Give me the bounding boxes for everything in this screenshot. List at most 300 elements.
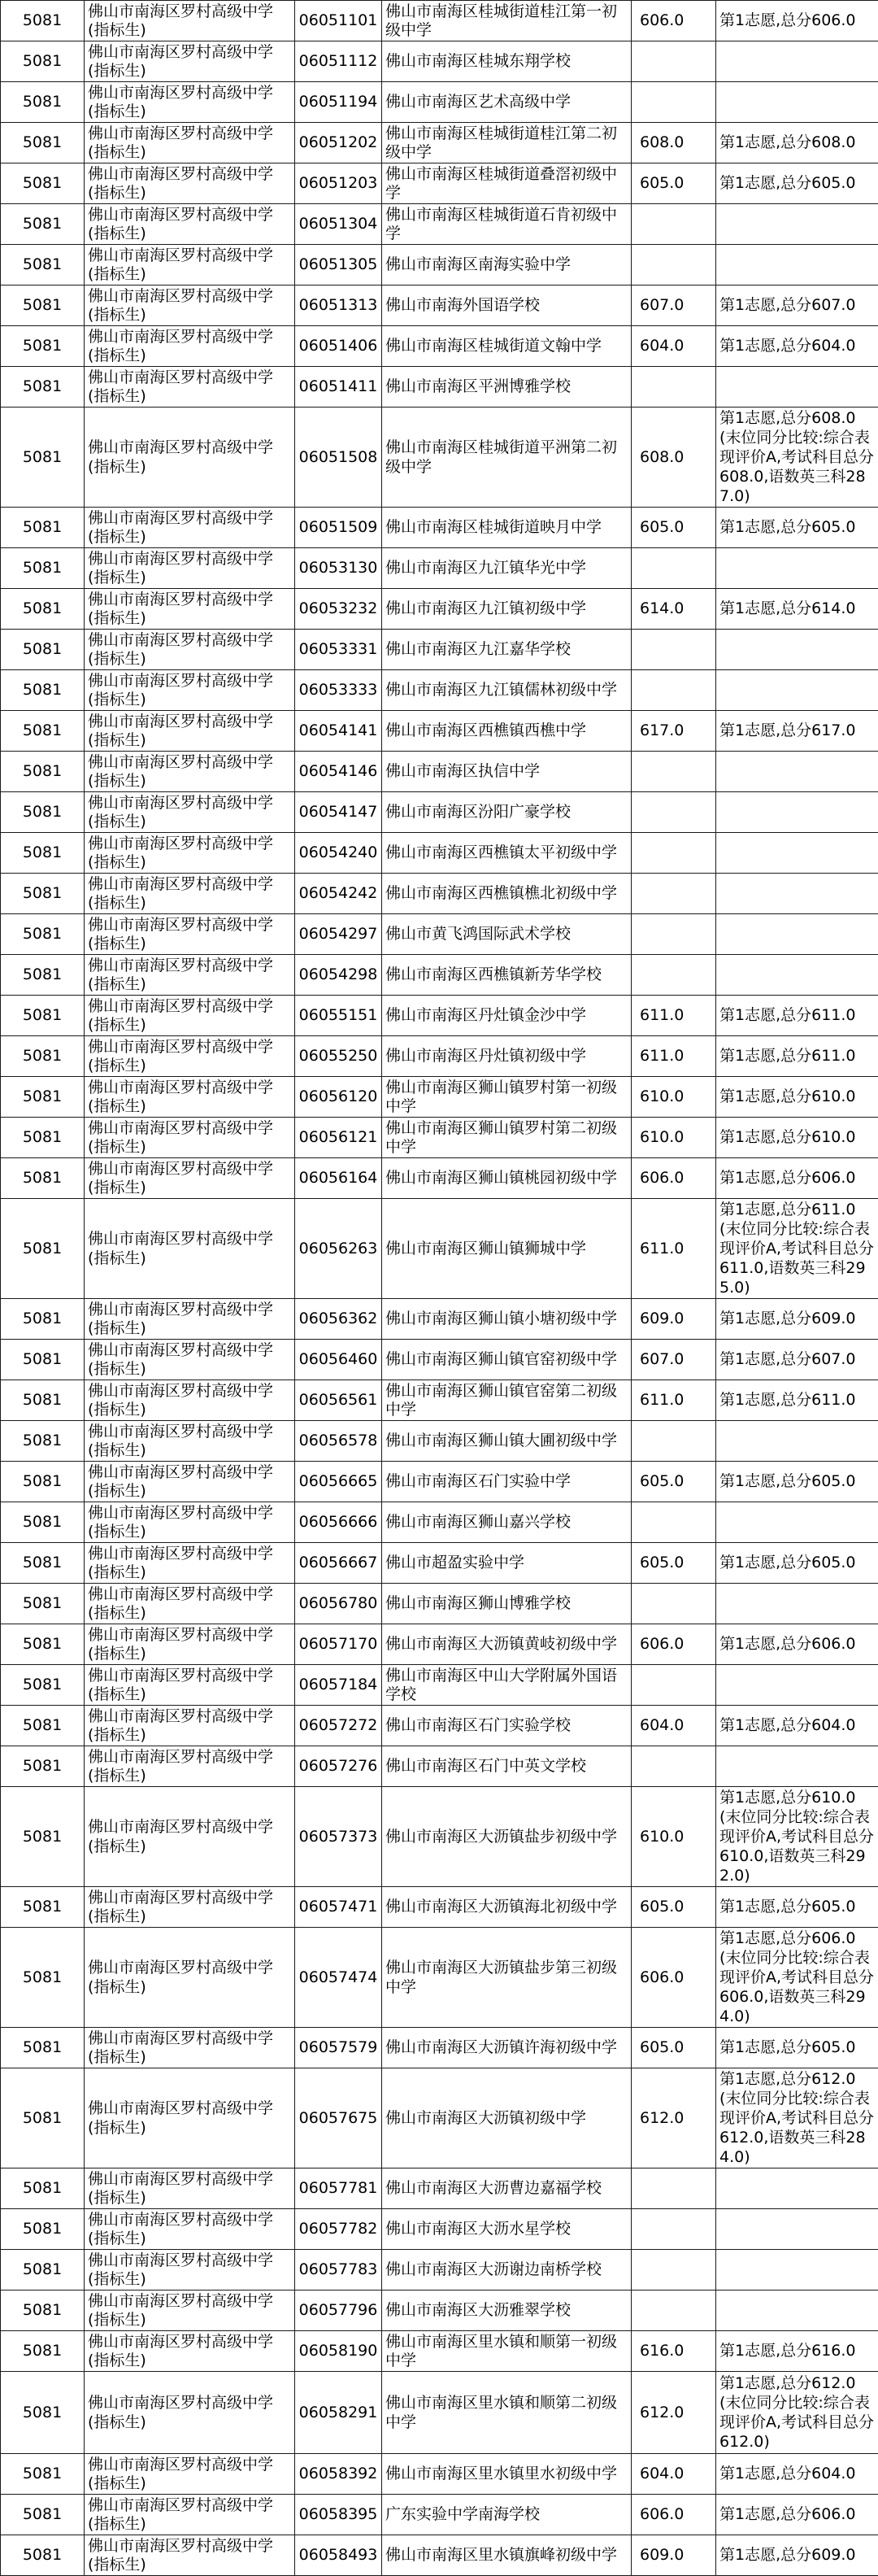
cell-min-score xyxy=(632,2168,716,2209)
cell-school-name: 佛山市南海区罗村高级中学(指标生) xyxy=(85,996,295,1036)
cell-note xyxy=(716,1421,878,1462)
table-row xyxy=(1,1584,878,1624)
cell-school-name: 佛山市南海区罗村高级中学(指标生) xyxy=(85,1584,295,1624)
table-row xyxy=(1,2250,878,2291)
cell-min-score xyxy=(632,874,716,914)
cell-min-score: 605.0 xyxy=(632,1462,716,1502)
cell-school-code: 5081 xyxy=(1,408,85,508)
cell-note: 第1志愿,总分610.0 xyxy=(716,1118,878,1158)
table-row xyxy=(1,914,878,955)
cell-school-name: 佛山市南海区罗村高级中学(指标生) xyxy=(85,204,295,245)
table-row xyxy=(1,408,878,508)
cell-school-name: 佛山市南海区罗村高级中学(指标生) xyxy=(85,833,295,874)
table-row xyxy=(1,711,878,752)
cell-middle-school-name: 佛山市南海区狮山镇大圃初级中学 xyxy=(382,1421,632,1462)
table-row xyxy=(1,1158,878,1199)
cell-note: 第1志愿,总分605.0 xyxy=(716,2028,878,2068)
cell-school-name: 佛山市南海区罗村高级中学(指标生) xyxy=(85,285,295,326)
cell-school-code: 5081 xyxy=(1,1421,85,1462)
cell-school-code: 5081 xyxy=(1,367,85,408)
cell-school-code: 5081 xyxy=(1,1706,85,1746)
cell-school-name: 佛山市南海区罗村高级中学(指标生) xyxy=(85,752,295,792)
cell-school-code: 5081 xyxy=(1,1380,85,1421)
cell-middle-school-name: 佛山市南海区大沥雅翠学校 xyxy=(382,2291,632,2331)
cell-middle-school-name: 佛山市南海区艺术高级中学 xyxy=(382,82,632,123)
cell-school-code: 5081 xyxy=(1,1502,85,1543)
cell-middle-school-name: 佛山市南海区狮山镇狮城中学 xyxy=(382,1199,632,1299)
cell-note: 第1志愿,总分610.0 xyxy=(716,1077,878,1118)
table-row xyxy=(1,670,878,711)
table-row xyxy=(1,1199,878,1299)
cell-school-name: 佛山市南海区罗村高级中学(指标生) xyxy=(85,1787,295,1887)
cell-school-name: 佛山市南海区罗村高级中学(指标生) xyxy=(85,548,295,589)
cell-school-code: 5081 xyxy=(1,41,85,82)
cell-middle-school-name: 佛山市南海区狮山博雅学校 xyxy=(382,1584,632,1624)
cell-note xyxy=(716,1584,878,1624)
cell-middle-school-name: 佛山市南海区西樵镇樵北初级中学 xyxy=(382,874,632,914)
table-row xyxy=(1,2331,878,2372)
cell-middle-school-code: 06056460 xyxy=(295,1340,382,1380)
table-row xyxy=(1,1077,878,1118)
cell-school-code: 5081 xyxy=(1,1462,85,1502)
cell-school-code: 5081 xyxy=(1,670,85,711)
cell-school-code: 5081 xyxy=(1,955,85,996)
cell-school-code: 5081 xyxy=(1,2454,85,2495)
cell-school-name: 佛山市南海区罗村高级中学(指标生) xyxy=(85,1,295,41)
cell-school-name: 佛山市南海区罗村高级中学(指标生) xyxy=(85,2250,295,2291)
cell-middle-school-name: 佛山市南海区大沥镇初级中学 xyxy=(382,2068,632,2168)
cell-min-score xyxy=(632,833,716,874)
cell-school-code: 5081 xyxy=(1,1746,85,1787)
table-row xyxy=(1,123,878,163)
table-row xyxy=(1,1340,878,1380)
cell-school-name: 佛山市南海区罗村高级中学(指标生) xyxy=(85,508,295,548)
cell-middle-school-name: 佛山市南海区桂城街道桂江第一初级中学 xyxy=(382,1,632,41)
cell-min-score: 610.0 xyxy=(632,1787,716,1887)
table-row xyxy=(1,508,878,548)
cell-middle-school-code: 06051406 xyxy=(295,326,382,367)
cell-middle-school-code: 06056263 xyxy=(295,1199,382,1299)
table-row xyxy=(1,1036,878,1077)
cell-middle-school-code: 06051194 xyxy=(295,82,382,123)
cell-min-score: 617.0 xyxy=(632,711,716,752)
cell-min-score xyxy=(632,41,716,82)
cell-min-score: 607.0 xyxy=(632,1340,716,1380)
cell-school-name: 佛山市南海区罗村高级中学(指标生) xyxy=(85,1928,295,2028)
cell-school-code: 5081 xyxy=(1,508,85,548)
cell-school-name: 佛山市南海区罗村高级中学(指标生) xyxy=(85,245,295,285)
cell-middle-school-code: 06051509 xyxy=(295,508,382,548)
cell-note: 第1志愿,总分605.0 xyxy=(716,508,878,548)
cell-middle-school-code: 06058493 xyxy=(295,2535,382,2576)
cell-school-name: 佛山市南海区罗村高级中学(指标生) xyxy=(85,326,295,367)
cell-min-score: 605.0 xyxy=(632,508,716,548)
cell-school-code: 5081 xyxy=(1,1928,85,2028)
cell-middle-school-name: 佛山市南海区九江镇儒林初级中学 xyxy=(382,670,632,711)
cell-middle-school-name: 佛山市南海区中山大学附属外国语学校 xyxy=(382,1665,632,1706)
cell-middle-school-code: 06056665 xyxy=(295,1462,382,1502)
cell-school-code: 5081 xyxy=(1,245,85,285)
cell-school-name: 佛山市南海区罗村高级中学(指标生) xyxy=(85,367,295,408)
cell-middle-school-code: 06056164 xyxy=(295,1158,382,1199)
cell-school-name: 佛山市南海区罗村高级中学(指标生) xyxy=(85,1036,295,1077)
cell-min-score xyxy=(632,2209,716,2250)
cell-middle-school-code: 06053333 xyxy=(295,670,382,711)
cell-school-code: 5081 xyxy=(1,326,85,367)
cell-school-name: 佛山市南海区罗村高级中学(指标生) xyxy=(85,1543,295,1584)
cell-min-score: 611.0 xyxy=(632,1036,716,1077)
cell-middle-school-name: 佛山市南海区西樵镇新芳华学校 xyxy=(382,955,632,996)
cell-middle-school-name: 佛山市南海区大沥镇盐步第三初级中学 xyxy=(382,1928,632,2028)
cell-middle-school-name: 佛山市南海区狮山镇官窑第二初级中学 xyxy=(382,1380,632,1421)
cell-school-code: 5081 xyxy=(1,2068,85,2168)
cell-note: 第1志愿,总分605.0 xyxy=(716,1462,878,1502)
cell-middle-school-code: 06054297 xyxy=(295,914,382,955)
cell-min-score xyxy=(632,367,716,408)
cell-middle-school-code: 06055250 xyxy=(295,1036,382,1077)
cell-school-name: 佛山市南海区罗村高级中学(指标生) xyxy=(85,1706,295,1746)
cell-min-score xyxy=(632,1584,716,1624)
cell-middle-school-name: 广东实验中学南海学校 xyxy=(382,2495,632,2535)
cell-note: 第1志愿,总分606.0 xyxy=(716,2495,878,2535)
cell-school-name: 佛山市南海区罗村高级中学(指标生) xyxy=(85,2168,295,2209)
admission-table-body xyxy=(1,1,878,2576)
cell-school-name: 佛山市南海区罗村高级中学(指标生) xyxy=(85,1624,295,1665)
cell-note xyxy=(716,1746,878,1787)
cell-school-name: 佛山市南海区罗村高级中学(指标生) xyxy=(85,914,295,955)
cell-note xyxy=(716,1502,878,1543)
cell-min-score: 610.0 xyxy=(632,1077,716,1118)
table-row xyxy=(1,2291,878,2331)
cell-middle-school-name: 佛山市南海区桂城街道叠滘初级中学 xyxy=(382,163,632,204)
cell-note xyxy=(716,2209,878,2250)
cell-school-name: 佛山市南海区罗村高级中学(指标生) xyxy=(85,1421,295,1462)
cell-note: 第1志愿,总分607.0 xyxy=(716,285,878,326)
table-row xyxy=(1,1928,878,2028)
cell-middle-school-name: 佛山市南海区丹灶镇初级中学 xyxy=(382,1036,632,1077)
cell-note: 第1志愿,总分611.0 (末位同分比较:综合表现评价A,考试科目总分611.0,语数英三科295.0) xyxy=(716,1199,878,1299)
table-row xyxy=(1,367,878,408)
cell-middle-school-name: 佛山市超盈实验中学 xyxy=(382,1543,632,1584)
cell-note: 第1志愿,总分609.0 xyxy=(716,1299,878,1340)
cell-school-name: 佛山市南海区罗村高级中学(指标生) xyxy=(85,2209,295,2250)
cell-note: 第1志愿,总分616.0 xyxy=(716,2331,878,2372)
table-row xyxy=(1,2209,878,2250)
cell-middle-school-name: 佛山市南海区里水镇旗峰初级中学 xyxy=(382,2535,632,2576)
table-row xyxy=(1,163,878,204)
cell-middle-school-name: 佛山市南海区狮山镇桃园初级中学 xyxy=(382,1158,632,1199)
cell-note: 第1志愿,总分617.0 xyxy=(716,711,878,752)
cell-school-name: 佛山市南海区罗村高级中学(指标生) xyxy=(85,1887,295,1928)
cell-note xyxy=(716,2250,878,2291)
cell-school-code: 5081 xyxy=(1,711,85,752)
cell-middle-school-code: 06056666 xyxy=(295,1502,382,1543)
table-row xyxy=(1,996,878,1036)
cell-school-name: 佛山市南海区罗村高级中学(指标生) xyxy=(85,1665,295,1706)
cell-middle-school-name: 佛山市南海区石门实验学校 xyxy=(382,1706,632,1746)
cell-middle-school-code: 06054141 xyxy=(295,711,382,752)
cell-middle-school-name: 佛山市南海区里水镇和顺第一初级中学 xyxy=(382,2331,632,2372)
cell-note xyxy=(716,41,878,82)
cell-middle-school-code: 06056120 xyxy=(295,1077,382,1118)
cell-school-code: 5081 xyxy=(1,548,85,589)
cell-min-score: 611.0 xyxy=(632,1199,716,1299)
cell-note: 第1志愿,总分611.0 xyxy=(716,996,878,1036)
cell-school-code: 5081 xyxy=(1,204,85,245)
cell-school-code: 5081 xyxy=(1,1624,85,1665)
cell-note: 第1志愿,总分608.0 xyxy=(716,123,878,163)
table-row xyxy=(1,1118,878,1158)
cell-middle-school-name: 佛山市南海区狮山镇罗村第二初级中学 xyxy=(382,1118,632,1158)
cell-school-name: 佛山市南海区罗村高级中学(指标生) xyxy=(85,163,295,204)
cell-middle-school-name: 佛山市南海区九江镇初级中学 xyxy=(382,589,632,630)
table-row xyxy=(1,1746,878,1787)
cell-min-score: 609.0 xyxy=(632,2535,716,2576)
cell-school-code: 5081 xyxy=(1,1036,85,1077)
cell-middle-school-code: 06054240 xyxy=(295,833,382,874)
cell-min-score xyxy=(632,1421,716,1462)
cell-min-score: 604.0 xyxy=(632,2454,716,2495)
cell-middle-school-code: 06057373 xyxy=(295,1787,382,1887)
cell-min-score: 612.0 xyxy=(632,2068,716,2168)
cell-note: 第1志愿,总分612.0 (末位同分比较:综合表现评价A,考试科目总分612.0) xyxy=(716,2372,878,2454)
table-row xyxy=(1,630,878,670)
cell-middle-school-code: 06051203 xyxy=(295,163,382,204)
cell-school-code: 5081 xyxy=(1,2535,85,2576)
cell-note: 第1志愿,总分610.0 (末位同分比较:综合表现评价A,考试科目总分610.0,语数英三科292.0) xyxy=(716,1787,878,1887)
cell-note xyxy=(716,245,878,285)
cell-middle-school-code: 06058395 xyxy=(295,2495,382,2535)
cell-min-score: 605.0 xyxy=(632,1887,716,1928)
cell-note xyxy=(716,2291,878,2331)
table-row xyxy=(1,1543,878,1584)
cell-middle-school-name: 佛山市南海区九江嘉华学校 xyxy=(382,630,632,670)
cell-school-name: 佛山市南海区罗村高级中学(指标生) xyxy=(85,1340,295,1380)
cell-min-score xyxy=(632,752,716,792)
cell-school-code: 5081 xyxy=(1,123,85,163)
cell-note: 第1志愿,总分609.0 xyxy=(716,2535,878,2576)
table-row xyxy=(1,285,878,326)
cell-school-code: 5081 xyxy=(1,1118,85,1158)
cell-note: 第1志愿,总分604.0 xyxy=(716,1706,878,1746)
table-row xyxy=(1,326,878,367)
table-row xyxy=(1,1380,878,1421)
cell-school-name: 佛山市南海区罗村高级中学(指标生) xyxy=(85,1118,295,1158)
cell-school-code: 5081 xyxy=(1,589,85,630)
cell-school-code: 5081 xyxy=(1,752,85,792)
cell-middle-school-code: 06057783 xyxy=(295,2250,382,2291)
cell-min-score xyxy=(632,2250,716,2291)
cell-school-name: 佛山市南海区罗村高级中学(指标生) xyxy=(85,1502,295,1543)
cell-min-score: 605.0 xyxy=(632,163,716,204)
cell-note xyxy=(716,82,878,123)
cell-school-name: 佛山市南海区罗村高级中学(指标生) xyxy=(85,408,295,508)
cell-middle-school-code: 06058190 xyxy=(295,2331,382,2372)
cell-middle-school-code: 06056362 xyxy=(295,1299,382,1340)
cell-min-score xyxy=(632,82,716,123)
cell-min-score: 616.0 xyxy=(632,2331,716,2372)
cell-note: 第1志愿,总分612.0 (末位同分比较:综合表现评价A,考试科目总分612.0,语数英三科284.0) xyxy=(716,2068,878,2168)
cell-school-code: 5081 xyxy=(1,1299,85,1340)
cell-school-code: 5081 xyxy=(1,833,85,874)
table-row xyxy=(1,2535,878,2576)
table-row xyxy=(1,2495,878,2535)
cell-min-score: 604.0 xyxy=(632,326,716,367)
cell-middle-school-code: 06053331 xyxy=(295,630,382,670)
cell-min-score xyxy=(632,792,716,833)
cell-middle-school-code: 06051304 xyxy=(295,204,382,245)
cell-middle-school-name: 佛山市南海区石门中英文学校 xyxy=(382,1746,632,1787)
cell-middle-school-name: 佛山市南海区西樵镇太平初级中学 xyxy=(382,833,632,874)
table-row xyxy=(1,82,878,123)
cell-middle-school-name: 佛山市南海区石门实验中学 xyxy=(382,1462,632,1502)
table-row xyxy=(1,874,878,914)
cell-middle-school-name: 佛山市南海区南海实验中学 xyxy=(382,245,632,285)
cell-note: 第1志愿,总分606.0 xyxy=(716,1624,878,1665)
cell-middle-school-name: 佛山市南海区狮山镇小塘初级中学 xyxy=(382,1299,632,1340)
cell-school-name: 佛山市南海区罗村高级中学(指标生) xyxy=(85,2372,295,2454)
cell-middle-school-name: 佛山市南海区大沥谢边南桥学校 xyxy=(382,2250,632,2291)
cell-middle-school-name: 佛山市南海区大沥镇盐步初级中学 xyxy=(382,1787,632,1887)
cell-note xyxy=(716,367,878,408)
cell-note xyxy=(716,914,878,955)
cell-min-score xyxy=(632,955,716,996)
cell-middle-school-name: 佛山市南海区狮山镇罗村第一初级中学 xyxy=(382,1077,632,1118)
cell-school-code: 5081 xyxy=(1,1887,85,1928)
cell-school-code: 5081 xyxy=(1,2028,85,2068)
table-row xyxy=(1,245,878,285)
cell-min-score: 605.0 xyxy=(632,1543,716,1584)
cell-min-score xyxy=(632,2291,716,2331)
cell-note: 第1志愿,总分611.0 xyxy=(716,1380,878,1421)
cell-note xyxy=(716,752,878,792)
cell-school-code: 5081 xyxy=(1,2250,85,2291)
cell-min-score: 611.0 xyxy=(632,996,716,1036)
cell-middle-school-code: 06057170 xyxy=(295,1624,382,1665)
table-row xyxy=(1,1421,878,1462)
cell-min-score: 614.0 xyxy=(632,589,716,630)
cell-middle-school-code: 06057796 xyxy=(295,2291,382,2331)
cell-middle-school-name: 佛山市南海区桂城街道桂江第二初级中学 xyxy=(382,123,632,163)
cell-min-score: 606.0 xyxy=(632,2495,716,2535)
cell-min-score xyxy=(632,1502,716,1543)
cell-middle-school-name: 佛山市南海外国语学校 xyxy=(382,285,632,326)
cell-middle-school-name: 佛山市南海区西樵镇西樵中学 xyxy=(382,711,632,752)
cell-middle-school-code: 06057782 xyxy=(295,2209,382,2250)
table-row xyxy=(1,1462,878,1502)
cell-school-name: 佛山市南海区罗村高级中学(指标生) xyxy=(85,2495,295,2535)
cell-min-score xyxy=(632,245,716,285)
cell-middle-school-name: 佛山市南海区桂城东翔学校 xyxy=(382,41,632,82)
cell-school-code: 5081 xyxy=(1,163,85,204)
cell-note xyxy=(716,548,878,589)
cell-school-name: 佛山市南海区罗村高级中学(指标生) xyxy=(85,630,295,670)
table-row xyxy=(1,1299,878,1340)
cell-middle-school-name: 佛山市南海区大沥曹边嘉福学校 xyxy=(382,2168,632,2209)
cell-note: 第1志愿,总分605.0 xyxy=(716,1543,878,1584)
cell-school-name: 佛山市南海区罗村高级中学(指标生) xyxy=(85,1199,295,1299)
cell-school-code: 5081 xyxy=(1,2168,85,2209)
cell-school-code: 5081 xyxy=(1,2372,85,2454)
table-row xyxy=(1,41,878,82)
cell-middle-school-name: 佛山市黄飞鸿国际武术学校 xyxy=(382,914,632,955)
table-row xyxy=(1,204,878,245)
cell-note xyxy=(716,833,878,874)
cell-school-code: 5081 xyxy=(1,1,85,41)
table-row xyxy=(1,1,878,41)
table-row xyxy=(1,1787,878,1887)
cell-school-code: 5081 xyxy=(1,2291,85,2331)
table-row xyxy=(1,1624,878,1665)
table-row xyxy=(1,2168,878,2209)
cell-school-code: 5081 xyxy=(1,82,85,123)
cell-middle-school-code: 06057276 xyxy=(295,1746,382,1787)
cell-min-score: 606.0 xyxy=(632,1,716,41)
cell-min-score: 607.0 xyxy=(632,285,716,326)
cell-school-name: 佛山市南海区罗村高级中学(指标生) xyxy=(85,1462,295,1502)
cell-school-code: 5081 xyxy=(1,874,85,914)
cell-min-score: 610.0 xyxy=(632,1118,716,1158)
cell-school-name: 佛山市南海区罗村高级中学(指标生) xyxy=(85,792,295,833)
table-row xyxy=(1,2454,878,2495)
cell-middle-school-name: 佛山市南海区里水镇和顺第二初级中学 xyxy=(382,2372,632,2454)
cell-note: 第1志愿,总分608.0 (末位同分比较:综合表现评价A,考试科目总分608.0,语数英三科287.0) xyxy=(716,408,878,508)
table-row xyxy=(1,2068,878,2168)
cell-note: 第1志愿,总分614.0 xyxy=(716,589,878,630)
cell-min-score: 606.0 xyxy=(632,1158,716,1199)
cell-note: 第1志愿,总分606.0 (末位同分比较:综合表现评价A,考试科目总分606.0,语数英三科294.0) xyxy=(716,1928,878,2028)
cell-middle-school-code: 06056121 xyxy=(295,1118,382,1158)
cell-middle-school-name: 佛山市南海区大沥水星学校 xyxy=(382,2209,632,2250)
cell-min-score: 608.0 xyxy=(632,123,716,163)
cell-school-name: 佛山市南海区罗村高级中学(指标生) xyxy=(85,874,295,914)
cell-middle-school-code: 06057675 xyxy=(295,2068,382,2168)
cell-school-code: 5081 xyxy=(1,285,85,326)
table-row xyxy=(1,833,878,874)
cell-school-name: 佛山市南海区罗村高级中学(指标生) xyxy=(85,711,295,752)
cell-middle-school-code: 06051112 xyxy=(295,41,382,82)
cell-school-code: 5081 xyxy=(1,2495,85,2535)
cell-note xyxy=(716,792,878,833)
cell-middle-school-name: 佛山市南海区大沥镇海北初级中学 xyxy=(382,1887,632,1928)
cell-min-score xyxy=(632,204,716,245)
cell-min-score xyxy=(632,914,716,955)
cell-middle-school-code: 06057272 xyxy=(295,1706,382,1746)
cell-middle-school-code: 06055151 xyxy=(295,996,382,1036)
cell-middle-school-name: 佛山市南海区九江镇华光中学 xyxy=(382,548,632,589)
cell-middle-school-name: 佛山市南海区平洲博雅学校 xyxy=(382,367,632,408)
cell-note: 第1志愿,总分604.0 xyxy=(716,2454,878,2495)
cell-middle-school-name: 佛山市南海区狮山嘉兴学校 xyxy=(382,1502,632,1543)
cell-middle-school-name: 佛山市南海区大沥镇黄岐初级中学 xyxy=(382,1624,632,1665)
cell-middle-school-name: 佛山市南海区执信中学 xyxy=(382,752,632,792)
cell-school-name: 佛山市南海区罗村高级中学(指标生) xyxy=(85,41,295,82)
cell-school-code: 5081 xyxy=(1,792,85,833)
cell-middle-school-code: 06051313 xyxy=(295,285,382,326)
cell-school-name: 佛山市南海区罗村高级中学(指标生) xyxy=(85,2331,295,2372)
cell-note: 第1志愿,总分604.0 xyxy=(716,326,878,367)
cell-school-name: 佛山市南海区罗村高级中学(指标生) xyxy=(85,589,295,630)
cell-note: 第1志愿,总分607.0 xyxy=(716,1340,878,1380)
cell-middle-school-code: 06054147 xyxy=(295,792,382,833)
cell-note xyxy=(716,955,878,996)
cell-note xyxy=(716,874,878,914)
cell-school-name: 佛山市南海区罗村高级中学(指标生) xyxy=(85,82,295,123)
cell-min-score xyxy=(632,1746,716,1787)
cell-school-name: 佛山市南海区罗村高级中学(指标生) xyxy=(85,123,295,163)
cell-note: 第1志愿,总分605.0 xyxy=(716,163,878,204)
table-row xyxy=(1,2028,878,2068)
